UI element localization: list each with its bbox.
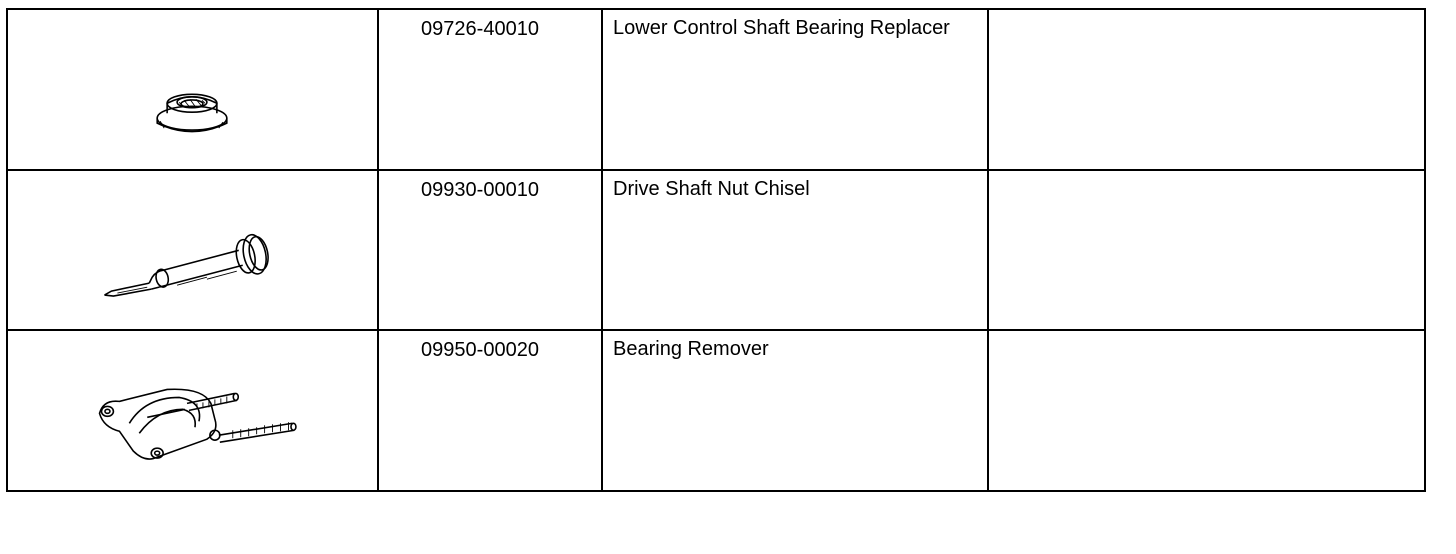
- tool-name: Lower Control Shaft Bearing Replacer: [613, 17, 950, 39]
- part-number: 09930-00010: [421, 178, 539, 201]
- table-row: [7, 170, 1425, 331]
- tool-name: Bearing Remover: [613, 338, 769, 361]
- tool-illustration-cell: [7, 330, 378, 491]
- tool-name-cell: [602, 9, 988, 170]
- note-cell: [988, 330, 1425, 491]
- tool-illustration-cell: [7, 9, 378, 170]
- note-cell: [988, 170, 1425, 331]
- part-number: 09950-00020: [421, 339, 539, 362]
- bearing-replacer-ring-icon: [8, 10, 377, 169]
- tool-illustration-cell: [7, 170, 378, 331]
- bearing-remover-icon: [8, 331, 377, 490]
- tool-name-cell: [602, 170, 988, 331]
- nut-chisel-icon: [8, 171, 377, 330]
- tool-name: Drive Shaft Nut Chisel: [613, 177, 810, 200]
- table-row: [7, 330, 1425, 491]
- part-number-cell: [378, 9, 602, 170]
- special-service-tools-table: [6, 8, 1426, 492]
- table-row: [7, 9, 1425, 170]
- part-number: 09726-40010: [421, 18, 539, 40]
- note-cell: [988, 9, 1425, 170]
- tool-name-cell: [602, 330, 988, 491]
- part-number-cell: [378, 170, 602, 331]
- part-number-cell: [378, 330, 602, 491]
